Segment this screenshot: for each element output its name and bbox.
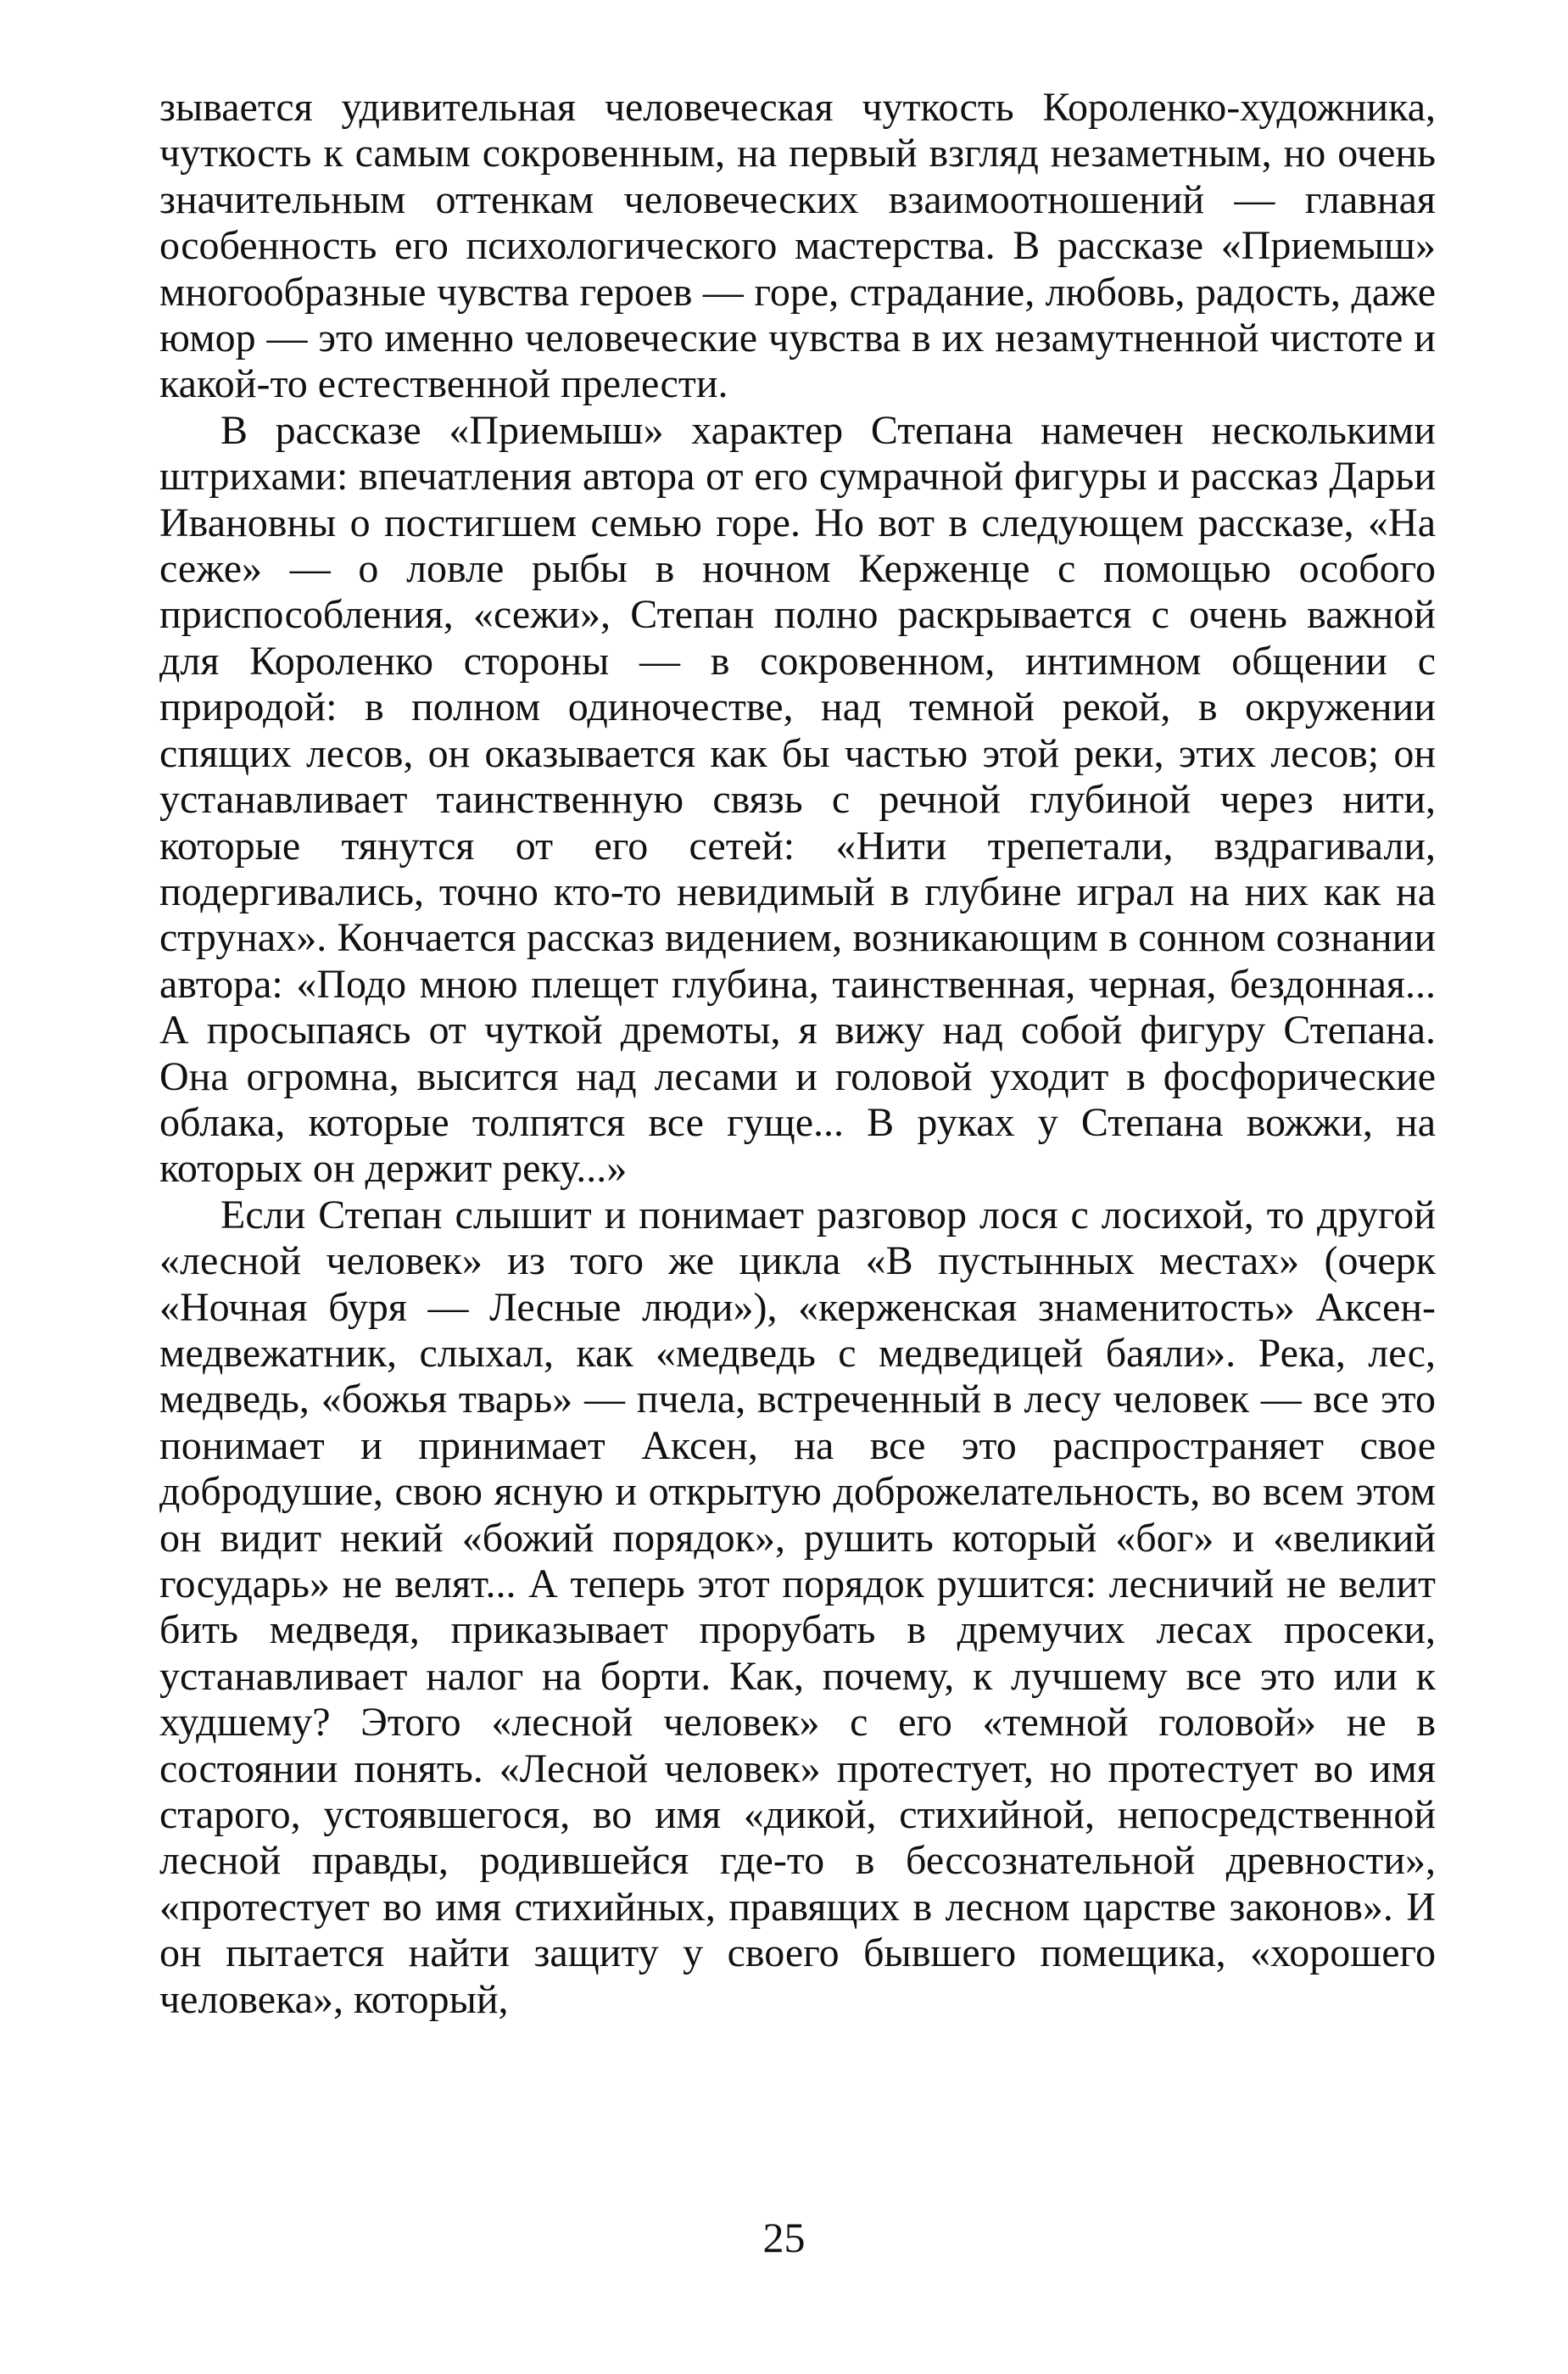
page-body [159,85,1436,2023]
page-number: 25 [762,2214,806,2261]
paragraph-1: зывается удивительная человеческая чуткость Короленко-художника, чуткость к самым сокровенным, на первый взгляд незаметным, но очень значительным оттенкам человеческих взаимоотношений — главная особенность его психологического мастерства. В рассказе «Приемыш» многообразные чувства героев — горе, страдание, любовь, радость, даже юмор — это именно человеческие чувства в их незамутненной чистоте и какой-то естественной прелести. [159,85,1436,407]
paragraph-2: В рассказе «Приемыш» характер Степана намечен несколькими штрихами: впечатления автора от его сумрачной фигуры и рассказ Дарьи Ивановны о постигшем семью горе. Но вот в следующем рассказе, «На сеже» — о ловле рыбы в ночном Керженце с помощью особого приспособления, «сежи», Степан полно раскрывается с очень важной для Короленко стороны — в сокровенном, интимном общении с природой: в полном одиночестве, над темной рекой, в окружении спящих лесов, он оказывается как бы частью этой реки, этих лесов; он устанавливает таинственную связь с речной глубиной через нити, которые тянутся от его сетей: «Нити трепетали, вздрагивали, подергивались, точно кто-то невидимый в глубине играл на них как на струнах». Кончается рассказ видением, возникающим в сонном сознании автора: «Подо мною плещет глубина, таинственная, черная, бездонная... А просыпаясь от чуткой дремоты, я вижу над собой фигуру Степана. Она огромна, высится над лесами и головой уходит в фосфорические облака, которые толпятся все гуще... В руках у Степана вожжи, на которых он держит реку...» [159,407,1436,1192]
paragraph-3: Если Степан слышит и понимает разговор лося с лосихой, то другой «лесной человек» из того же цикла «В пустынных местах» (очерк «Ночная буря — Лесные люди»), «керженская знаменитость» Аксен-медвежатник, слыхал, как «медведь с медведицей баяли». Река, лес, медведь, «божья тварь» — пчела, встреченный в лесу человек — все это понимает и принимает Аксен, на все это распространяет свое добродушие, свою ясную и открытую доброжелательность, во всем этом он видит некий «божий порядок», рушить который «бог» и «великий государь» не велят... А теперь этот порядок рушится: лесничий не велит бить медведя, приказывает прорубать в дремучих лесах просеки, устанавливает налог на борти. Как, почему, к лучшему все это или к худшему? Этого «лесной человек» с его «темной головой» не в состоянии понять. «Лесной человек» протестует, но протестует во имя старого, устоявшегося, во имя «дикой, стихийной, непосредственной лесной правды, родившейся где-то в бессознательной древности», «протестует во имя стихийных, правящих в лесном царстве законов». И он пытается найти защиту у своего бывшего помещика, «хорошего человека», который, [159,1192,1436,2022]
